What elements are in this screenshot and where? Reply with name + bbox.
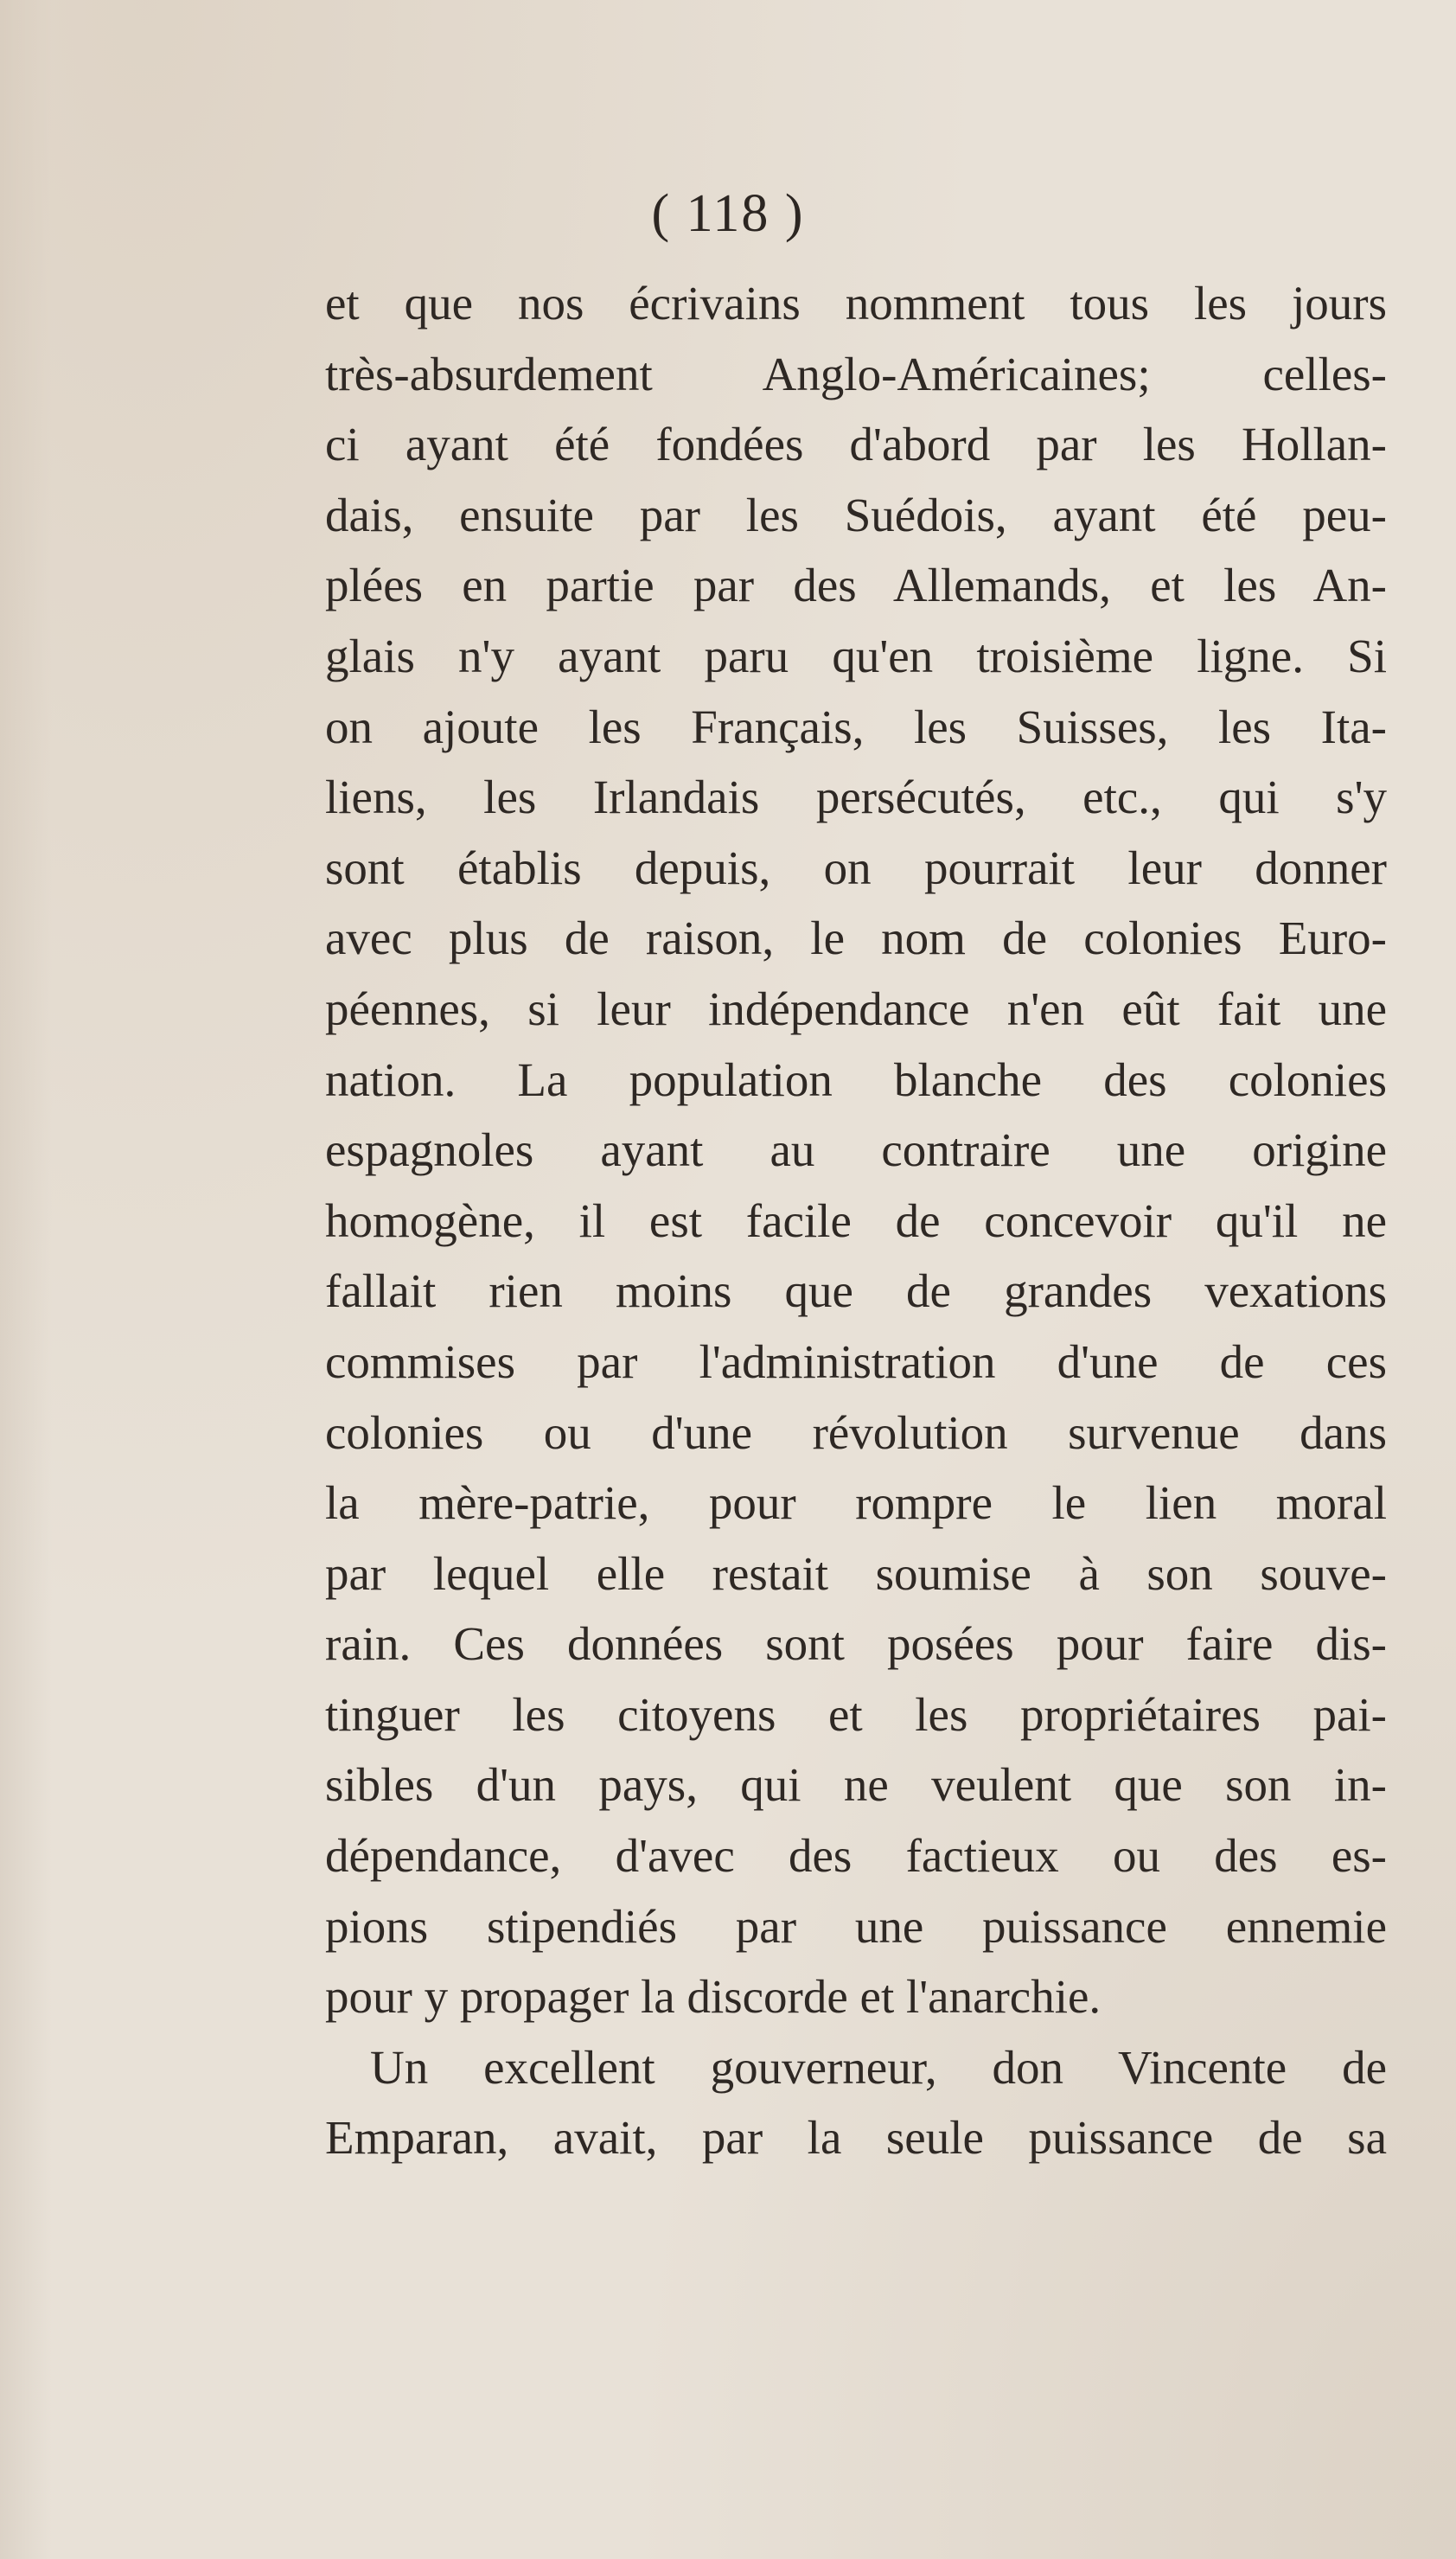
text-line: colonies ou d'une révolution survenue dans	[325, 1405, 1387, 1459]
text-line: sibles d'un pays, qui ne veulent que son in-	[325, 1758, 1387, 1812]
text-line: sont établis depuis, on pourrait leur donner	[325, 841, 1387, 894]
text-line: la mère-patrie, pour rompre le lien moral	[325, 1476, 1387, 1530]
text-line: espagnoles ayant au contraire une origine	[325, 1123, 1387, 1177]
text-line: pions stipendiés par une puissance ennemie	[325, 1899, 1387, 1953]
text-line: et que nos écrivains nomment tous les jours	[325, 277, 1387, 329]
text-line: nation. La population blanche des colonies	[325, 1052, 1387, 1106]
text-line: dais, ensuite par les Suédois, ayant été peu-	[325, 488, 1387, 541]
body-text	[325, 268, 1387, 2173]
page-number: ( 118 )	[651, 184, 805, 243]
text-line: glais n'y ayant paru qu'en troisième ligne. Si	[325, 629, 1387, 682]
paragraph-start-line: Un excellent gouverneur, don Vincente de	[370, 2040, 1387, 2094]
text-line: péennes, si leur indépendance n'en eût fait une	[325, 982, 1387, 1035]
text-line: rain. Ces données sont posées pour faire dis-	[325, 1617, 1387, 1671]
text-line: homogène, il est facile de concevoir qu'il ne	[325, 1193, 1387, 1247]
text-line: ci ayant été fondées d'abord par les Hollan-	[325, 418, 1387, 471]
text-line: fallait rien moins que de grandes vexations	[325, 1264, 1387, 1318]
text-line: tinguer les citoyens et les propriétaires pai-	[325, 1687, 1387, 1741]
text-line: avec plus de raison, le nom de colonies Euro-	[325, 912, 1387, 965]
text-line: par lequel elle restait soumise à son souve-	[325, 1546, 1387, 1600]
text-line: très-absurdement Anglo-Américaines; celles-	[325, 347, 1387, 400]
text-line: commises par l'administration d'une de ces	[325, 1334, 1387, 1388]
text-line: plées en partie par des Allemands, et les An-	[325, 559, 1387, 612]
text-line: on ajoute les Français, les Suisses, les Ita-	[325, 700, 1387, 753]
paragraph-end-line: pour y propager la discorde et l'anarchie.	[325, 1970, 1102, 2024]
text-line: dépendance, d'avec des factieux ou des es-	[325, 1829, 1387, 1883]
text-line: liens, les Irlandais persécutés, etc., qui s'y	[325, 771, 1387, 824]
text-line: Emparan, avait, par la seule puissance de sa	[325, 2111, 1387, 2165]
